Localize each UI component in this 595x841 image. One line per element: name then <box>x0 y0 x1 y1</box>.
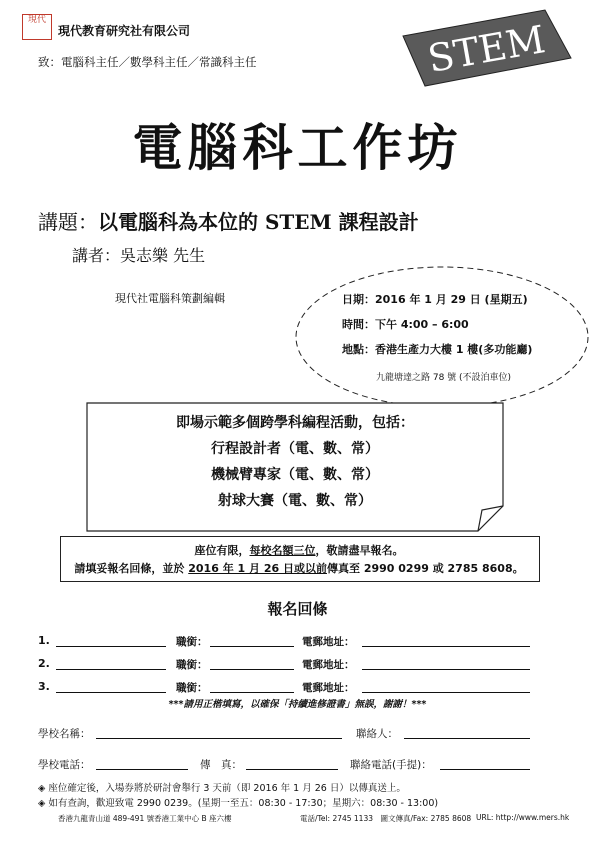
topic <box>38 206 419 235</box>
form-title: 報名回條 <box>267 600 328 618</box>
contact-person-field[interactable] <box>404 738 530 739</box>
event-time: 時間：下午 4:00 – 6:00 <box>342 318 469 331</box>
row-number: 1. <box>38 634 50 647</box>
position-label: 職銜： <box>176 659 208 671</box>
school-name-label: 學校名稱： <box>38 728 91 740</box>
email-label: 電郵地址： <box>302 636 355 648</box>
stem-badge <box>395 6 575 88</box>
position-field[interactable] <box>210 669 294 670</box>
form-note: ***請用正楷填寫，以確保「持續進修證書」無誤，謝謝！*** <box>168 699 427 710</box>
row-number: 2. <box>38 657 50 670</box>
topic-text: 以電腦科為本位的 STEM 課程設計 <box>98 210 419 234</box>
topic-label: 講題： <box>38 210 98 234</box>
event-venue: 地點：香港生產力大樓 1 樓(多功能廳) <box>342 343 533 356</box>
activity-item: 射球大賽（電、數、常） <box>218 493 372 509</box>
info-bullet: ◈ 座位確定後，入場券將於研討會舉行 3 天前（即 2016 年 1 月 26 日）以傳真送上。 <box>38 783 406 794</box>
company-name: 現代教育研究社有限公司 <box>58 24 191 38</box>
contact-phone-field[interactable] <box>440 769 530 770</box>
footer-phone: 電話/Tel: 2745 1133 圖文傳真/Fax: 2785 8608 <box>300 814 472 823</box>
position-label: 職銜： <box>176 636 208 648</box>
name-field[interactable] <box>56 646 166 647</box>
name-field[interactable] <box>56 692 166 693</box>
activity-item: 機械臂專家（電、數、常） <box>211 467 379 483</box>
email-field[interactable] <box>362 669 530 670</box>
activity-item: 行程設計者（電、數、常） <box>211 441 379 457</box>
fax-label: 傳 真： <box>200 759 242 771</box>
position-label: 職銜： <box>176 682 208 694</box>
event-date: 日期：2016 年 1 月 29 日 (星期五) <box>342 293 528 306</box>
row-number: 3. <box>38 680 50 693</box>
speaker: 講者：吳志樂 先生 <box>72 246 206 265</box>
name-field[interactable] <box>56 669 166 670</box>
email-field[interactable] <box>362 692 530 693</box>
contact-phone-label: 聯絡電話(手提)： <box>350 759 432 771</box>
email-label: 電郵地址： <box>302 682 355 694</box>
page-title: 電腦科工作坊 <box>132 118 463 177</box>
notice-line-1: 座位有限，每校名額三位，敬請盡早報名。 <box>194 544 404 557</box>
school-name-field[interactable] <box>96 738 342 739</box>
footer-address: 香港九龍青山道 489-491 號香港工業中心 B 座六樓 <box>58 814 232 823</box>
event-address: 九龍塘達之路 78 號 (不設泊車位) <box>376 373 512 383</box>
position-field[interactable] <box>210 692 294 693</box>
email-field[interactable] <box>362 646 530 647</box>
recipients: 致：電腦科主任／數學科主任／常識科主任 <box>38 55 257 69</box>
contact-person-label: 聯絡人： <box>356 728 398 740</box>
company-logo: 現代 <box>22 14 52 40</box>
footer-url[interactable]: URL: http://www.mers.hk <box>476 813 570 822</box>
position-field[interactable] <box>210 646 294 647</box>
event-info-ellipse <box>292 262 592 412</box>
stem-badge-text: STEM <box>424 17 549 81</box>
email-label: 電郵地址： <box>302 659 355 671</box>
school-phone-field[interactable] <box>96 769 188 770</box>
fax-field[interactable] <box>246 769 338 770</box>
speaker-role: 現代社電腦科策劃編輯 <box>115 292 225 305</box>
activities-intro: 即場示範多個跨學科編程活動，包括： <box>176 415 414 431</box>
notice-line-2: 請填妥報名回條，並於 2016 年 1 月 26 日或以前傳真至 2990 0299 或 2785 8608。 <box>74 562 524 575</box>
school-phone-label: 學校電話： <box>38 759 91 771</box>
info-bullet: ◈ 如有查詢，歡迎致電 2990 0239。(星期一至五：08:30 - 17:30；星期六：08:30 - 13:00) <box>38 798 439 809</box>
